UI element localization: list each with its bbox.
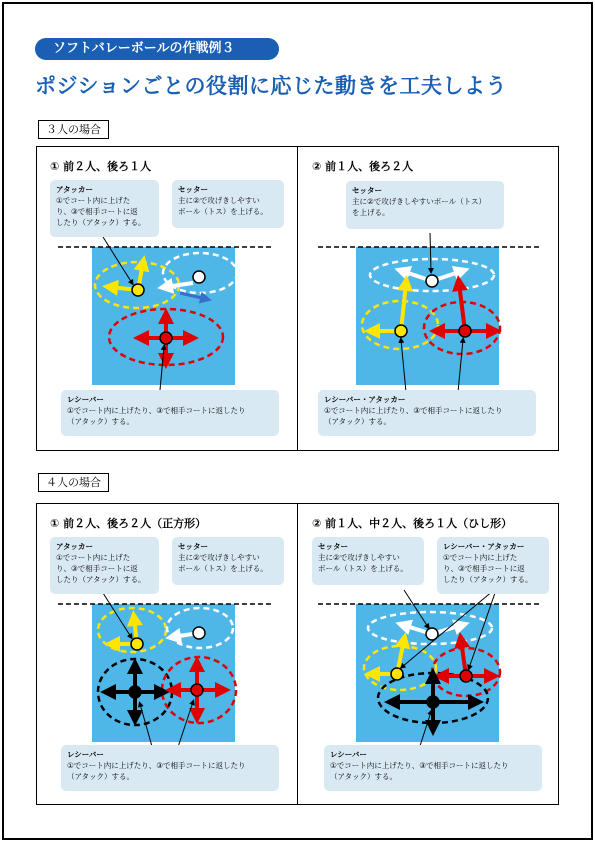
setter-player bbox=[193, 627, 205, 639]
receiver-attacker-player bbox=[391, 668, 403, 680]
note-heading: アタッカー bbox=[56, 542, 93, 551]
receiver-player bbox=[427, 696, 439, 708]
setter-player bbox=[193, 271, 205, 283]
note-heading: セッター bbox=[318, 542, 348, 551]
attacker-player bbox=[131, 638, 143, 650]
attacker-player bbox=[132, 284, 144, 296]
diagram-four-square bbox=[58, 593, 272, 750]
note-attacker bbox=[50, 180, 159, 237]
panel-title: ② 前１人、中２人、後ろ１人（ひし形） bbox=[312, 517, 513, 530]
note-heading: アタッカー bbox=[56, 185, 93, 194]
receiver-attacker-player bbox=[395, 325, 407, 337]
note-heading: セッター bbox=[352, 186, 382, 195]
panel-title: ① 前２人、後ろ２人（正方形） bbox=[50, 517, 207, 530]
note-attacker bbox=[50, 537, 159, 594]
note-body: ①でコート内に上げた り、③で相手コートに返 したり（アタック）する。 bbox=[443, 553, 533, 584]
note-body: ①でコート内に上げた り、③で相手コートに返 したり（アタック）する。 bbox=[56, 196, 146, 227]
note-receiver bbox=[61, 390, 279, 436]
note-body: 主に②で攻げきしやすいボール（トス） を上げる。 bbox=[352, 197, 486, 217]
section-label-four-players: ４人の場合 bbox=[38, 473, 109, 492]
note-body: ①でコート内に上げたり、③で相手コートに返したり （アタック）する。 bbox=[67, 406, 246, 426]
receiver-attacker-player bbox=[459, 325, 471, 337]
note-body: ①でコート内に上げたり、③で相手コートに返したり （アタック）する。 bbox=[324, 406, 503, 426]
note-heading: レシーバー bbox=[67, 395, 104, 404]
series-label: ソフトバレーボールの作戦例３ bbox=[35, 38, 279, 60]
receiver-player bbox=[129, 686, 141, 698]
note-setter bbox=[172, 180, 284, 228]
note-body: ①でコート内に上げたり、③で相手コートに返したり （アタック）する。 bbox=[330, 761, 509, 781]
note-body: 主に②で攻げきしやすい ボール（トス）を上げる。 bbox=[318, 553, 408, 573]
receiver-player bbox=[160, 332, 172, 344]
note-receiver bbox=[324, 745, 542, 791]
note-setter bbox=[312, 537, 424, 585]
note-heading: レシーバー bbox=[67, 750, 104, 759]
panel-title: ② 前１人、後ろ２人 bbox=[312, 160, 414, 173]
note-body: 主に②で攻げきしやすい ボール（トス）を上げる。 bbox=[178, 553, 268, 573]
note-heading: レシーバー bbox=[330, 750, 367, 759]
note-heading: レシーバー・アタッカー bbox=[324, 395, 406, 404]
panel-title: ① 前２人、後ろ１人 bbox=[50, 160, 152, 173]
note-receiver-attacker bbox=[437, 537, 549, 594]
note-setter bbox=[172, 537, 284, 585]
note-body: ①でコート内に上げた り、③で相手コートに返 したり（アタック）する。 bbox=[56, 553, 146, 584]
note-receiver-attacker bbox=[318, 390, 536, 436]
diagram-three-front1-back2 bbox=[318, 233, 540, 392]
section-label-three-players: ３人の場合 bbox=[38, 120, 109, 139]
note-body: 主に②で攻げきしやすい ボール（トス）を上げる。 bbox=[178, 196, 268, 216]
diagram-three-front2-back1 bbox=[58, 237, 272, 390]
receiver-player bbox=[191, 684, 203, 696]
note-receiver bbox=[61, 745, 279, 791]
note-heading: レシーバー・アタッカー bbox=[443, 542, 525, 551]
note-body: ①でコート内に上げたり、③で相手コートに返したり （アタック）する。 bbox=[67, 761, 246, 781]
receiver-attacker-player bbox=[460, 670, 472, 682]
note-setter bbox=[346, 181, 504, 229]
diagram-four-diamond bbox=[318, 590, 540, 752]
setter-player bbox=[426, 275, 438, 287]
note-heading: セッター bbox=[178, 185, 208, 194]
note-heading: セッター bbox=[178, 542, 208, 551]
page-title: ポジションごとの役割に応じた動きを工夫しよう bbox=[35, 74, 508, 98]
